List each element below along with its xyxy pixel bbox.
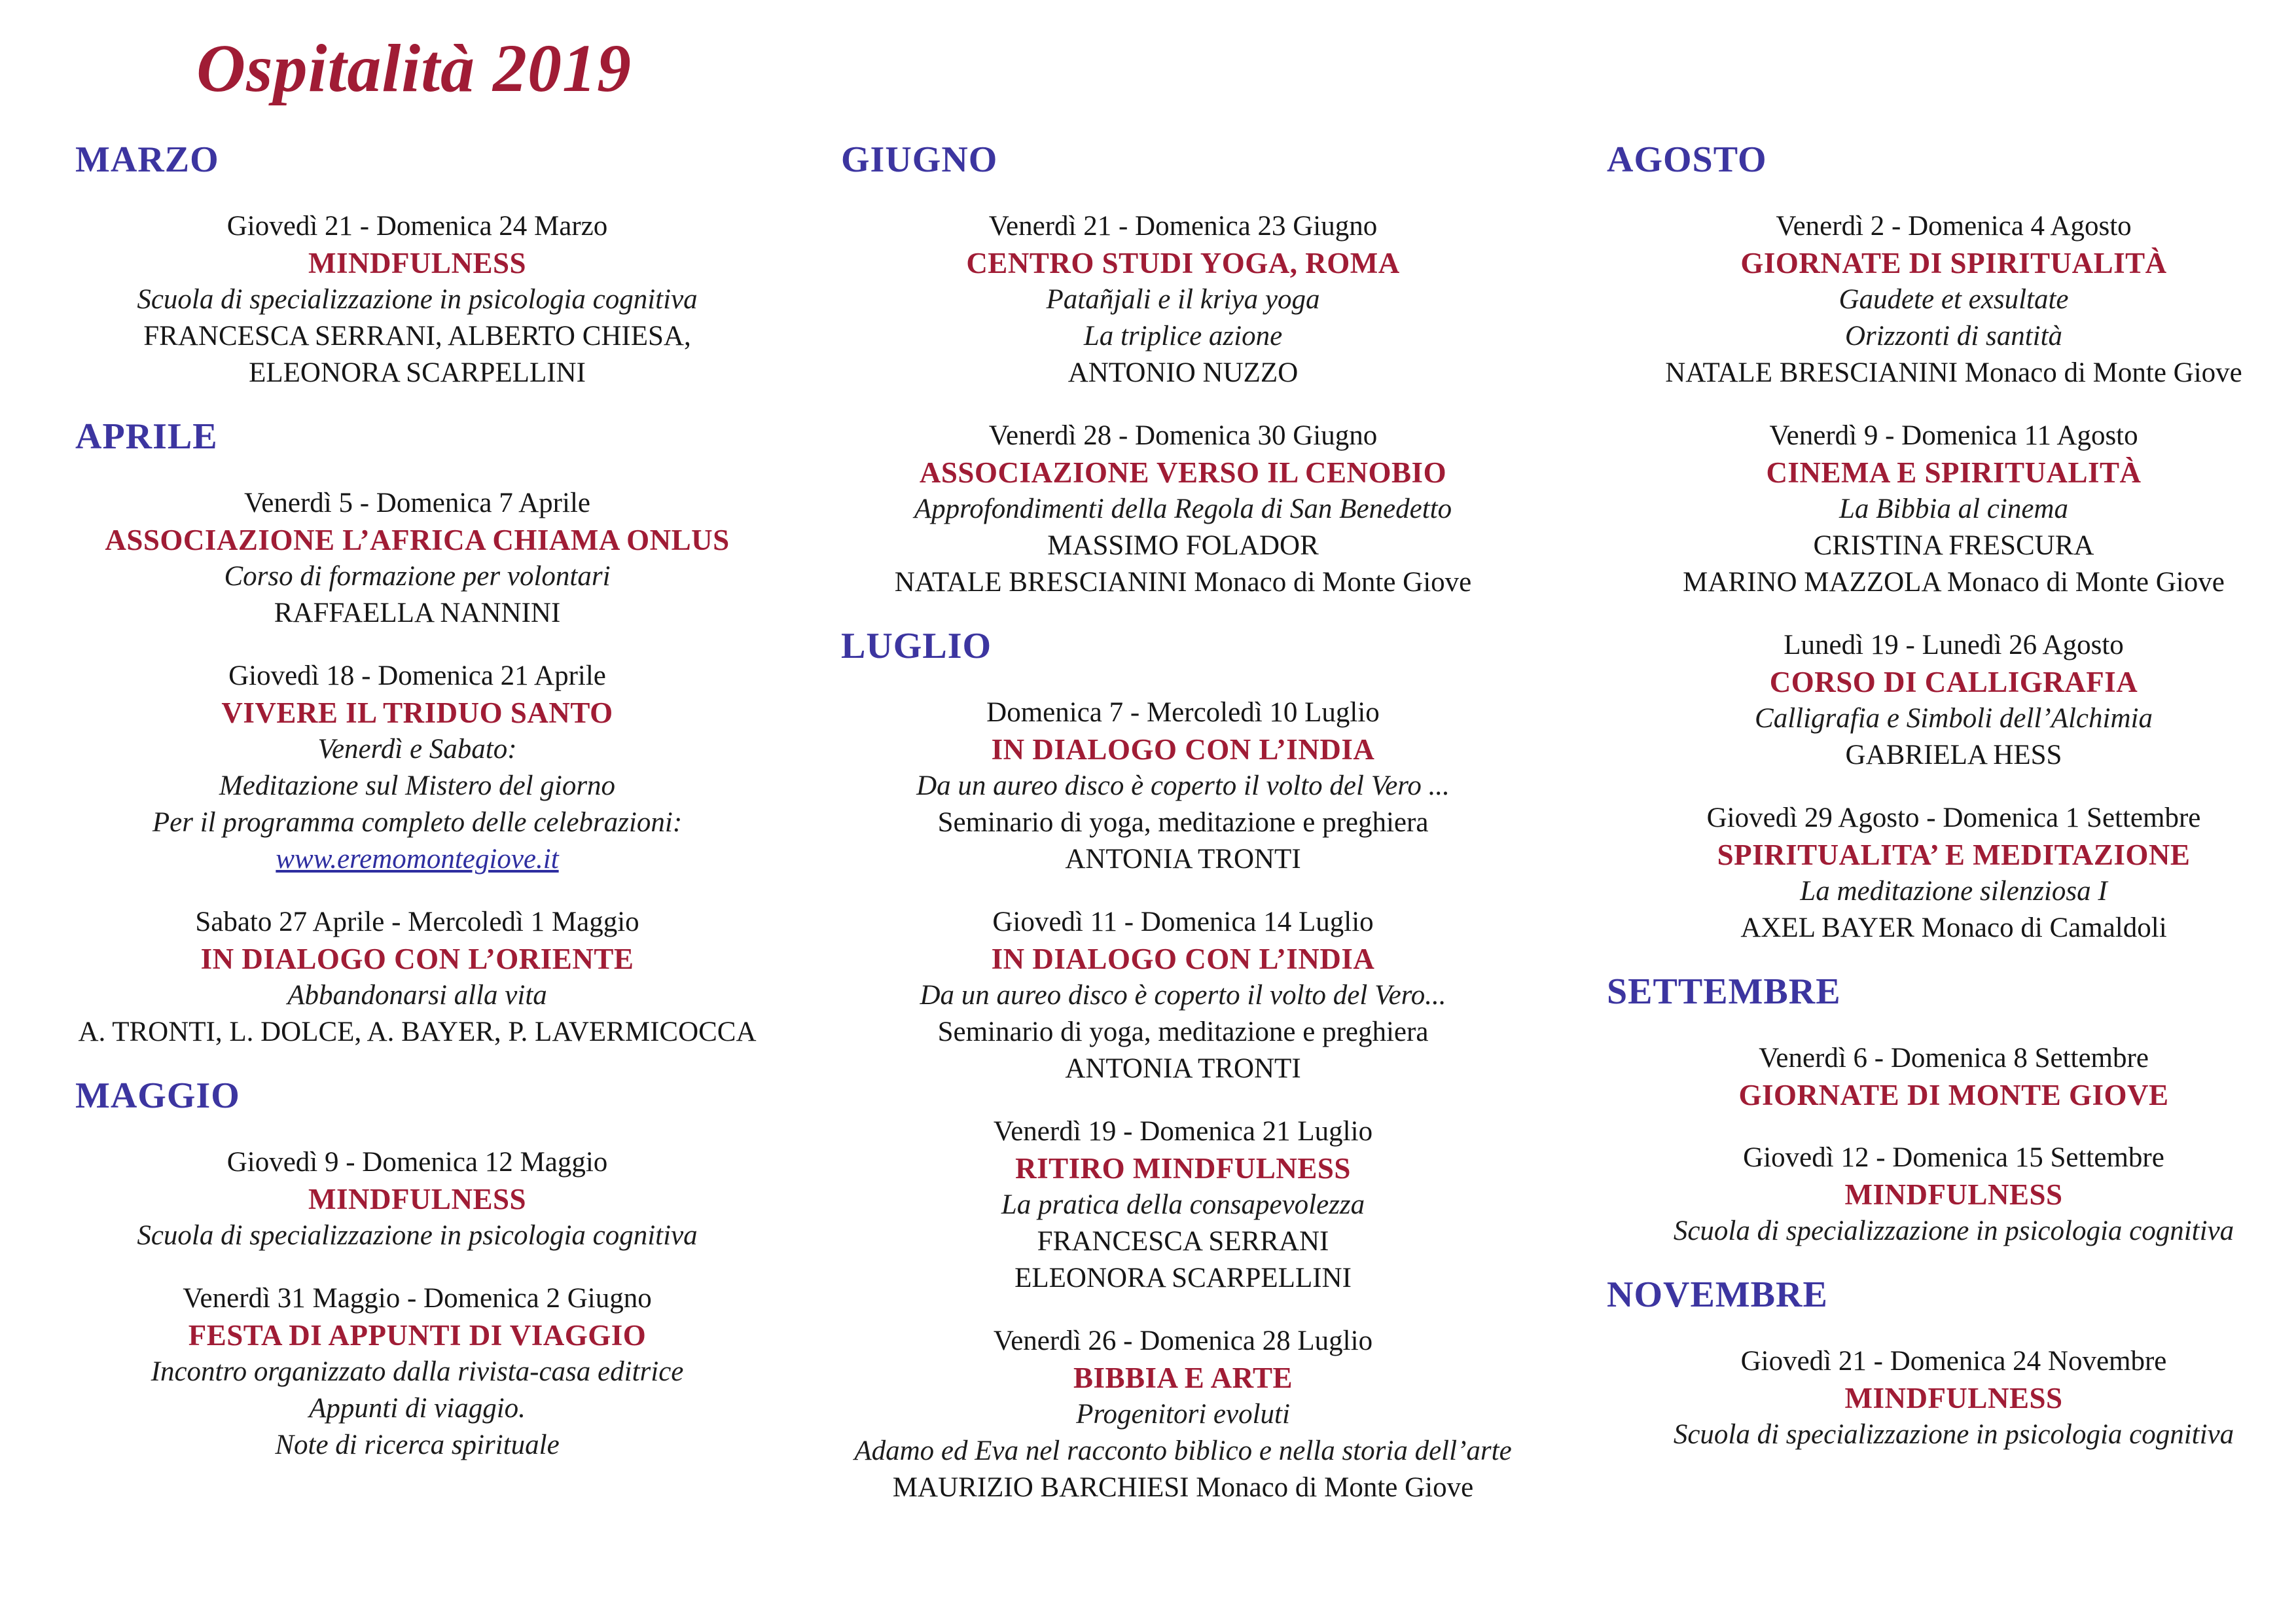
event-italic-line: La triplice azione <box>1083 321 1283 352</box>
event-block <box>841 1113 1525 1297</box>
event-date-line: Venerdì 31 Maggio - Domenica 2 Giugno <box>183 1283 652 1314</box>
page-title: Ospitalità 2019 <box>196 31 632 106</box>
month-section-maggio <box>75 1077 759 1464</box>
event-italic-line: Venerdì e Sabato: <box>317 734 517 765</box>
event-italic-line: La meditazione silenziosa I <box>1800 876 2108 907</box>
month-section-luglio <box>841 627 1525 1506</box>
event-title-line: SPIRITUALITA’ E MEDITAZIONE <box>1717 839 2191 871</box>
month-header-giugno: GIUGNO <box>841 139 998 180</box>
event-speaker-line: GABRIELA HESS <box>1845 740 2062 770</box>
event-block <box>1607 1040 2296 1113</box>
event-speaker-line: ANTONIA TRONTI <box>1065 844 1301 875</box>
event-italic-line: Approfondimenti della Regola di San Benedetto <box>914 494 1452 524</box>
event-italic-line: Scuola di specializzazione in psicologia cognitiva <box>137 284 698 315</box>
event-date-line: Giovedì 12 - Domenica 15 Settembre <box>1743 1142 2164 1173</box>
event-speaker-line: ANTONIO NUZZO <box>1067 357 1299 388</box>
event-date-line: Giovedì 9 - Domenica 12 Maggio <box>226 1147 608 1178</box>
event-block <box>75 658 759 878</box>
column-3 <box>1607 141 2296 1479</box>
event-date-line: Venerdì 2 - Domenica 4 Agosto <box>1776 211 2132 242</box>
event-italic-line: Corso di formazione per volontari <box>224 561 611 592</box>
event-italic-line: Da un aureo disco è coperto il volto del Vero ... <box>916 770 1450 801</box>
event-italic-line: Orizzonti di santità <box>1844 321 2063 352</box>
event-italic-line: Incontro organizzato dalla rivista-casa editrice <box>151 1356 684 1387</box>
month-header-agosto: AGOSTO <box>1607 139 1767 180</box>
event-date-line: Venerdì 28 - Domenica 30 Giugno <box>988 420 1378 451</box>
event-date-line: Venerdì 6 - Domenica 8 Settembre <box>1759 1043 2149 1074</box>
event-title-line: CINEMA E SPIRITUALITÀ <box>1766 456 2142 489</box>
event-block <box>1607 800 2296 947</box>
month-section-novembre <box>1607 1276 2296 1453</box>
event-date-line: Giovedì 21 - Domenica 24 Novembre <box>1740 1346 2167 1377</box>
event-block <box>75 1280 759 1464</box>
event-date-line: Lunedì 19 - Lunedì 26 Agosto <box>1784 630 2124 660</box>
event-italic-line: Per il programma completo delle celebrazioni: <box>152 807 683 838</box>
event-title-line: IN DIALOGO CON L’ORIENTE <box>200 943 634 975</box>
event-speaker-line: ELEONORA SCARPELLINI <box>1014 1263 1352 1293</box>
event-date-line: Giovedì 18 - Domenica 21 Aprile <box>228 660 606 691</box>
event-italic-line: La pratica della consapevolezza <box>1001 1189 1365 1220</box>
event-title-line: ASSOCIAZIONE VERSO IL CENOBIO <box>919 456 1447 489</box>
event-block <box>1607 1140 2296 1250</box>
event-block <box>75 485 759 632</box>
event-speaker-line: RAFFAELLA NANNINI <box>274 598 561 628</box>
event-date-line: Venerdì 26 - Domenica 28 Luglio <box>993 1326 1373 1356</box>
event-italic-line: Da un aureo disco è coperto il volto del Vero... <box>920 980 1446 1011</box>
event-speaker-line: MASSIMO FOLADOR <box>1047 530 1319 561</box>
month-header-novembre: NOVEMBRE <box>1607 1274 1828 1315</box>
event-italic-line: Scuola di specializzazione in psicologia cognitiva <box>1673 1419 2234 1450</box>
event-italic-line: Gaudete et exsultate <box>1839 284 2069 315</box>
event-title-line: CENTRO STUDI YOGA, ROMA <box>966 247 1400 280</box>
event-speaker-line: CRISTINA FRESCURA <box>1813 530 2094 561</box>
event-italic-line: Scuola di specializzazione in psicologia cognitiva <box>1673 1216 2234 1246</box>
event-block <box>841 1323 1525 1506</box>
event-italic-line: Patañjali e il kriya yoga <box>1046 284 1320 315</box>
event-speaker-line: NATALE BRESCIANINI Monaco di Monte Giove <box>1665 357 2242 388</box>
event-block <box>841 904 1525 1087</box>
event-date-line: Domenica 7 - Mercoledì 10 Luglio <box>986 697 1380 728</box>
event-block <box>1607 418 2296 601</box>
event-block <box>75 1144 759 1254</box>
event-italic-line: Adamo ed Eva nel racconto biblico e nella storia dell’arte <box>854 1435 1512 1466</box>
event-block <box>75 904 759 1051</box>
event-title-line: MINDFULNESS <box>1844 1178 2063 1211</box>
event-date-line: Venerdì 21 - Domenica 23 Giugno <box>988 211 1378 242</box>
month-header-settembre: SETTEMBRE <box>1607 971 1841 1012</box>
month-header-aprile: APRILE <box>75 416 218 457</box>
event-block <box>1607 627 2296 774</box>
event-italic-line: Abbandonarsi alla vita <box>287 980 547 1011</box>
event-plain-line: Seminario di yoga, meditazione e preghiera <box>937 807 1429 838</box>
month-header-maggio: MAGGIO <box>75 1075 240 1116</box>
month-section-settembre <box>1607 973 2296 1250</box>
event-title-line: VIVERE IL TRIDUO SANTO <box>221 696 613 729</box>
event-italic-line: Progenitori evoluti <box>1076 1399 1290 1430</box>
website-link[interactable]: www.eremomontegiove.it <box>276 844 559 875</box>
event-title-line: IN DIALOGO CON L’INDIA <box>991 943 1375 975</box>
event-speaker-line: ELEONORA SCARPELLINI <box>249 357 586 388</box>
event-title-line: CORSO DI CALLIGRAFIA <box>1769 666 2138 698</box>
event-speaker-line: ANTONIA TRONTI <box>1065 1053 1301 1084</box>
event-date-line: Venerdì 5 - Domenica 7 Aprile <box>244 488 590 518</box>
event-date-line: Giovedì 11 - Domenica 14 Luglio <box>992 907 1374 937</box>
month-section-agosto <box>1607 141 2296 947</box>
event-block <box>75 208 759 391</box>
event-link-line <box>75 841 759 878</box>
month-section-aprile <box>75 418 759 1051</box>
month-header-luglio: LUGLIO <box>841 626 992 666</box>
event-title-line: MINDFULNESS <box>308 1183 527 1216</box>
event-title-line: BIBBIA E ARTE <box>1073 1362 1293 1394</box>
event-block <box>841 418 1525 601</box>
event-title-line: ASSOCIAZIONE L’AFRICA CHIAMA ONLUS <box>105 524 730 556</box>
event-italic-line: Scuola di specializzazione in psicologia cognitiva <box>137 1220 698 1251</box>
event-speaker-line: MAURIZIO BARCHIESI Monaco di Monte Giove <box>892 1472 1474 1503</box>
event-speaker-line: FRANCESCA SERRANI <box>1037 1226 1329 1257</box>
event-plain-line: Seminario di yoga, meditazione e preghiera <box>937 1017 1429 1047</box>
event-title-line: IN DIALOGO CON L’INDIA <box>991 733 1375 766</box>
event-speaker-line: FRANCESCA SERRANI, ALBERTO CHIESA, <box>143 321 691 352</box>
event-speaker-line: A. TRONTI, L. DOLCE, A. BAYER, P. LAVERMICOCCA <box>78 1017 757 1047</box>
event-date-line: Venerdì 9 - Domenica 11 Agosto <box>1769 420 2138 451</box>
event-italic-line: Appunti di viaggio. <box>309 1393 526 1424</box>
event-block <box>841 695 1525 878</box>
event-title-line: GIORNATE DI MONTE GIOVE <box>1738 1079 2169 1111</box>
event-italic-line: Note di ricerca spirituale <box>275 1430 560 1460</box>
month-header-marzo: MARZO <box>75 139 219 180</box>
event-title-line: GIORNATE DI SPIRITUALITÀ <box>1740 247 2167 280</box>
event-date-line: Giovedì 29 Agosto - Domenica 1 Settembre <box>1706 803 2201 833</box>
month-section-marzo <box>75 141 759 391</box>
column-1 <box>75 141 759 1490</box>
month-section-giugno <box>841 141 1525 601</box>
event-title-line: MINDFULNESS <box>308 247 527 280</box>
event-italic-line: Meditazione sul Mistero del giorno <box>219 770 616 801</box>
event-date-line: Sabato 27 Aprile - Mercoledì 1 Maggio <box>195 907 639 937</box>
event-italic-line: La Bibbia al cinema <box>1839 494 2068 524</box>
event-date-line: Venerdì 19 - Domenica 21 Luglio <box>993 1116 1373 1147</box>
event-italic-line: Calligrafia e Simboli dell’Alchimia <box>1755 703 2153 734</box>
event-block <box>841 208 1525 391</box>
event-date-line: Giovedì 21 - Domenica 24 Marzo <box>226 211 608 242</box>
event-title-line: FESTA DI APPUNTI DI VIAGGIO <box>188 1319 647 1352</box>
event-block <box>1607 1343 2296 1453</box>
event-speaker-line: AXEL BAYER Monaco di Camaldoli <box>1740 912 2167 943</box>
event-speaker-line: MARINO MAZZOLA Monaco di Monte Giove <box>1683 567 2225 598</box>
event-title-line: MINDFULNESS <box>1844 1382 2063 1415</box>
column-2 <box>841 141 1525 1532</box>
event-title-line: RITIRO MINDFULNESS <box>1015 1152 1351 1185</box>
event-block <box>1607 208 2296 391</box>
event-speaker-line: NATALE BRESCIANINI Monaco di Monte Giove <box>894 567 1472 598</box>
